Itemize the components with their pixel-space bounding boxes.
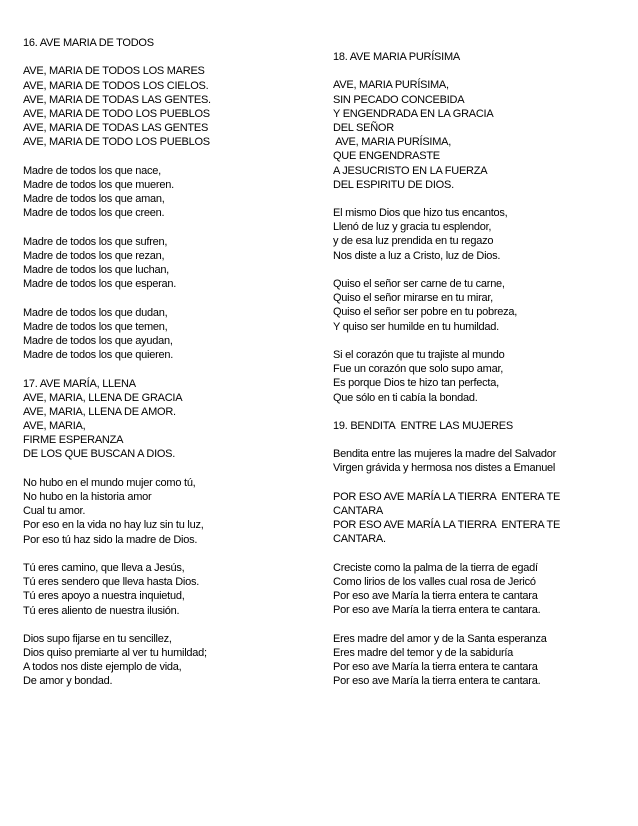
lyric-line: FIRME ESPERANZA	[23, 434, 124, 447]
lyric-line: AVE, MARIA DE TODO LOS PUEBLOS	[23, 107, 210, 120]
lyric-line: Madre de todos los que luchan,	[23, 264, 169, 277]
song-18-stanza	[333, 277, 623, 334]
lyric-line: CANTARA.	[333, 533, 386, 546]
lyric-line: Tú eres camino, que lleva a Jesús,	[23, 561, 185, 574]
lyric-line: AVE, MARIA, LLENA DE AMOR.	[23, 405, 176, 418]
right-column	[333, 50, 623, 703]
lyric-line: Que sólo en ti cabía la bondad.	[333, 391, 478, 404]
song-16-stanza	[23, 306, 313, 363]
lyric-line: QUE ENGENDRASTE	[333, 150, 440, 163]
lyric-line: Bendita entre las mujeres la madre del Salvador	[333, 448, 557, 461]
lyric-line: Si el corazón que tu trajiste al mundo	[333, 348, 505, 361]
lyric-line: Madre de todos los que creen.	[23, 207, 165, 220]
lyric-line: Madre de todos los que ayudan,	[23, 334, 173, 347]
lyric-line: Cual tu amor.	[23, 505, 86, 518]
lyric-line: Madre de todos los que nace,	[23, 164, 161, 177]
lyric-line: A JESUCRISTO EN LA FUERZA	[333, 164, 488, 177]
lyric-line: Por eso ave María la tierra entera te cantara.	[333, 675, 541, 688]
lyric-line: y de esa luz prendida en tu regazo	[333, 235, 494, 248]
song-19-stanza	[333, 447, 623, 475]
lyric-line: AVE, MARIA DE TODO LOS PUEBLOS	[23, 136, 210, 149]
lyric-line: Es porque Dios te hizo tan perfecta,	[333, 377, 499, 390]
lyric-line: POR ESO AVE MARÍA LA TIERRA ENTERA TE	[333, 519, 561, 532]
lyric-line: No hubo en la historia amor	[23, 491, 152, 504]
song-17-chorus	[23, 377, 313, 462]
lyric-line: Dios quiso premiarte al ver tu humildad;	[23, 647, 207, 660]
song-16-title: 16. AVE MARIA DE TODOS	[23, 37, 154, 49]
lyric-line: AVE, MARIA PURÍSIMA,	[333, 79, 449, 92]
lyric-line: Quiso el señor ser pobre en tu pobreza,	[333, 306, 518, 319]
lyric-line: No hubo en el mundo mujer como tú,	[23, 476, 196, 489]
lyric-line: Quiso el señor mirarse en tu mirar,	[333, 292, 493, 305]
lyric-line: Quiso el señor ser carne de tu carne,	[333, 278, 505, 291]
song-18-stanza	[333, 206, 623, 263]
lyric-line: El mismo Dios que hizo tus encantos,	[333, 207, 508, 220]
lyric-line: Eres madre del temor y de la sabiduría	[333, 646, 514, 659]
lyric-line: AVE, MARIA, LLENA DE GRACIA	[23, 391, 183, 404]
lyric-line: Eres madre del amor y de la Santa esperanza	[333, 632, 547, 645]
lyric-line: Por eso ave María la tierra entera te cantara.	[333, 604, 541, 617]
lyric-line: Madre de todos los que dudan,	[23, 306, 168, 319]
song-17-title: 17. AVE MARÍA, LLENA	[23, 377, 136, 390]
lyric-line: Virgen grávida y hermosa nos distes a Emanuel	[333, 462, 556, 475]
lyric-line: Por eso en la vida no hay luz sin tu luz,	[23, 519, 204, 532]
lyric-line: DEL ESPIRITU DE DIOS.	[333, 178, 454, 191]
song-18-chorus	[333, 78, 623, 192]
lyric-line: Tú eres apoyo a nuestra inquietud,	[23, 590, 185, 603]
lyric-line: Por eso tú haz sido la madre de Dios.	[23, 533, 198, 546]
lyric-line: Fue un corazón que solo supo amar,	[333, 363, 504, 376]
lyric-line: Por eso ave María la tierra entera te cantara	[333, 590, 538, 603]
song-17-stanza	[23, 476, 313, 547]
lyric-line: Y quiso ser humilde en tu humildad.	[333, 320, 499, 333]
lyric-line: AVE, MARIA,	[23, 420, 86, 433]
song-19-title: 19. BENDITA ENTRE LAS MUJERES	[333, 419, 513, 432]
lyric-line: Madre de todos los que mueren.	[23, 178, 174, 191]
lyric-line: POR ESO AVE MARÍA LA TIERRA ENTERA TE	[333, 490, 561, 503]
song-19-chorus	[333, 490, 623, 547]
lyric-line: Madre de todos los que rezan,	[23, 249, 165, 262]
lyric-line: DEL SEÑOR	[333, 121, 394, 134]
lyric-line: SIN PECADO CONCEBIDA	[333, 93, 465, 106]
lyric-line: Dios supo fijarse en tu sencillez,	[23, 632, 172, 645]
lyric-line: Tú eres aliento de nuestra ilusión.	[23, 604, 180, 617]
lyric-line: CANTARA	[333, 505, 383, 518]
song-17-stanza	[23, 561, 313, 618]
lyric-line: DE LOS QUE BUSCAN A DIOS.	[23, 448, 176, 461]
lyric-line: A todos nos diste ejemplo de vida,	[23, 661, 182, 674]
lyric-line: Madre de todos los que temen,	[23, 320, 168, 333]
song-19-stanza	[333, 632, 623, 689]
lyric-line: Madre de todos los que sufren,	[23, 235, 168, 248]
lyric-line: Nos diste a luz a Cristo, luz de Dios.	[333, 249, 501, 262]
left-column	[23, 36, 313, 703]
song-18-stanza	[333, 348, 623, 405]
lyric-line: Tú eres sendero que lleva hasta Dios.	[23, 576, 200, 589]
song-17-stanza	[23, 632, 313, 689]
song-16-chorus	[23, 64, 313, 149]
lyric-line: Madre de todos los que aman,	[23, 193, 165, 206]
lyric-line: AVE, MARIA PURÍSIMA,	[333, 136, 452, 149]
lyric-line: Como lirios de los valles cual rosa de Jericó	[333, 575, 536, 588]
song-19-stanza	[333, 561, 623, 618]
lyric-line: AVE, MARIA DE TODAS LAS GENTES.	[23, 93, 211, 106]
lyric-line: Madre de todos los que esperan.	[23, 278, 177, 291]
song-18-title: 18. AVE MARIA PURÍSIMA	[333, 51, 460, 63]
lyric-line: AVE, MARIA DE TODOS LOS MARES	[23, 65, 205, 78]
song-16-stanza	[23, 235, 313, 292]
lyric-line: AVE, MARIA DE TODAS LAS GENTES	[23, 122, 209, 135]
lyric-line: Creciste como la palma de la tierra de egadí	[333, 561, 538, 574]
lyric-line: Madre de todos los que quieren.	[23, 349, 174, 362]
lyric-line: Y ENGENDRADA EN LA GRACIA	[333, 107, 494, 120]
song-16-stanza	[23, 164, 313, 221]
lyric-line: Llenó de luz y gracia tu esplendor,	[333, 221, 492, 234]
lyric-line: Por eso ave María la tierra entera te cantara	[333, 661, 538, 674]
lyric-line: AVE, MARIA DE TODOS LOS CIELOS.	[23, 79, 209, 92]
lyric-line: De amor y bondad.	[23, 675, 113, 688]
